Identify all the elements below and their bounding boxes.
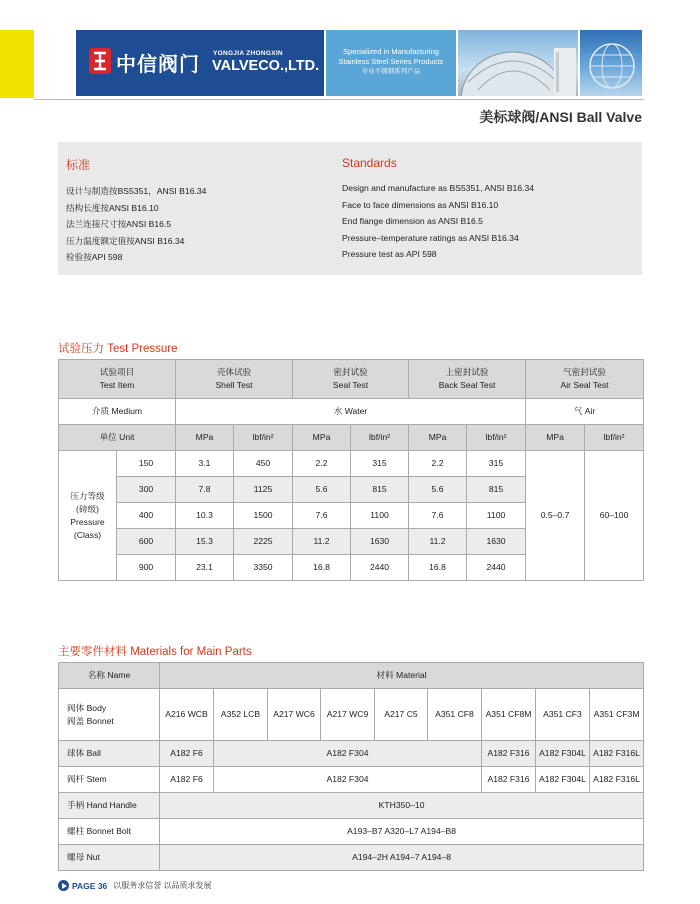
table-row xyxy=(59,741,644,767)
standard-item: Face to face dimensions as ANSI B16.10 xyxy=(342,199,499,210)
table-cell: 15.3 xyxy=(176,529,234,555)
table-cell: 315 xyxy=(467,451,526,477)
standard-item: 检验按API 598 xyxy=(66,252,123,263)
table-cell: 2225 xyxy=(234,529,293,555)
logo-english-subtitle: YONGJIA ZHONGXIN xyxy=(213,50,283,57)
table-row xyxy=(59,845,644,871)
table-cell: A182 F6 xyxy=(160,741,214,767)
table-cell: 10.3 xyxy=(176,503,234,529)
yellow-accent-bar xyxy=(0,30,34,98)
table-cell: 315 xyxy=(351,451,409,477)
standard-item: Pressure test as API 598 xyxy=(342,249,437,260)
play-arrow-icon xyxy=(58,880,69,891)
table-cell: A182 F304 xyxy=(214,741,482,767)
table-cell: 7.6 xyxy=(409,503,467,529)
table-cell: 16.8 xyxy=(293,555,351,581)
standard-item: 压力温度额定值按ANSI B16.34 xyxy=(66,235,185,246)
unit-row xyxy=(59,425,644,451)
page-footer xyxy=(58,880,212,891)
spec-chinese: 专业不锈钢系列产品 xyxy=(361,68,421,75)
table-cell: 5.6 xyxy=(293,477,351,503)
standards-en-title: Standards xyxy=(342,156,397,170)
unit-cell: MPa xyxy=(293,425,351,451)
table-row xyxy=(59,793,644,819)
class-value: 300 xyxy=(117,477,176,503)
class-value: 400 xyxy=(117,503,176,529)
standard-item: 结构长度按ANSI B16.10 xyxy=(66,202,159,213)
table-cell: 2440 xyxy=(467,555,526,581)
standard-item: 法兰连接尺寸按ANSI B16.5 xyxy=(66,219,172,230)
unit-cell: lbf/in² xyxy=(585,425,644,451)
header-photo-tanks xyxy=(458,30,578,96)
table-cell: 11.2 xyxy=(293,529,351,555)
standards-english xyxy=(342,156,534,263)
class-value: 600 xyxy=(117,529,176,555)
table-cell: A182 F304L xyxy=(536,767,590,793)
class-label: 压力等级 (磅级) Pressure (Class) xyxy=(59,451,117,581)
body-bonnet-label: 阀体 Body 阀盖 Bonnet xyxy=(59,689,160,741)
table-cell: 7.8 xyxy=(176,477,234,503)
test-pressure-table xyxy=(58,359,644,581)
unit-cell: lbf/in² xyxy=(351,425,409,451)
table-cell: A182 F316L xyxy=(590,741,644,767)
table-cell: A217 C5 xyxy=(375,689,428,741)
air-mpa-cell: 0.5–0.7 xyxy=(526,451,585,581)
specialization-banner xyxy=(326,30,456,96)
unit-cell: lbf/in² xyxy=(467,425,526,451)
name-header: 名称 Name xyxy=(59,663,160,689)
table-cell: A351 CF8 xyxy=(428,689,482,741)
table-cell: 11.2 xyxy=(409,529,467,555)
table-cell: 2.2 xyxy=(409,451,467,477)
table-cell: A351 CF3 xyxy=(536,689,590,741)
unit-cell: MPa xyxy=(176,425,234,451)
table-cell: 16.8 xyxy=(409,555,467,581)
table-row xyxy=(59,767,644,793)
spec-line-1: Specialized in Manufacturing xyxy=(343,47,439,56)
standards-chinese xyxy=(66,156,206,266)
table-cell: A182 F6 xyxy=(160,767,214,793)
header-photo-globe xyxy=(580,30,642,96)
table-row xyxy=(59,819,644,845)
air-lbf-cell: 60–100 xyxy=(585,451,644,581)
table-cell: 1100 xyxy=(351,503,409,529)
table-cell: 1125 xyxy=(234,477,293,503)
table-cell: 5.6 xyxy=(409,477,467,503)
ball-label: 球体 Ball xyxy=(59,741,160,767)
table-cell: A217 WC9 xyxy=(321,689,375,741)
unit-cell: MPa xyxy=(526,425,585,451)
header-test-item: 试验项目 Test Item xyxy=(59,360,176,399)
materials-title: 主要零件材料 Materials for Main Parts xyxy=(58,646,252,658)
table-cell: 450 xyxy=(234,451,293,477)
page-number: PAGE 36 xyxy=(72,880,108,891)
table-cell: A217 WC6 xyxy=(268,689,321,741)
header-air-seal-test: 气密封试验 Air Seal Test xyxy=(526,360,644,399)
table-cell: 23.1 xyxy=(176,555,234,581)
table-cell: 815 xyxy=(351,477,409,503)
test-pressure-title: 试验压力 Test Pressure xyxy=(58,343,178,355)
table-row xyxy=(59,399,644,425)
table-cell: A182 F316L xyxy=(590,767,644,793)
standard-item: 设计与制造按BS5351，ANSI B16.34 xyxy=(66,186,207,196)
table-cell: A182 F304L xyxy=(536,741,590,767)
table-cell: A182 F316 xyxy=(482,741,536,767)
table-row xyxy=(59,451,644,477)
unit-label: 单位 Unit xyxy=(59,425,176,451)
table-row xyxy=(59,689,644,741)
unit-cell: MPa xyxy=(409,425,467,451)
materials-table xyxy=(58,662,644,871)
standard-item: End flange dimension as ANSI B16.5 xyxy=(342,216,483,227)
stem-label: 阀杆 Stem xyxy=(59,767,160,793)
table-cell: 3.1 xyxy=(176,451,234,477)
table-cell: A193–B7 A320–L7 A194–B8 xyxy=(160,819,644,845)
hand-handle-label: 手柄 Hand Handle xyxy=(59,793,160,819)
table-cell: 7.6 xyxy=(293,503,351,529)
nut-label: 螺母 Nut xyxy=(59,845,160,871)
footer-slogan: 以服务求信誉 以品质求发展 xyxy=(113,881,212,890)
table-cell: A182 F304 xyxy=(214,767,482,793)
company-logo xyxy=(76,30,324,96)
table-cell: A216 WCB xyxy=(160,689,214,741)
logo-english-name: VALVECO.,LTD. xyxy=(212,58,320,74)
unit-cell: lbf/in² xyxy=(234,425,293,451)
standards-cn-title: 标准 xyxy=(66,158,91,172)
page-title: 美标球阀/ANSI Ball Valve xyxy=(479,109,642,125)
standards-box xyxy=(58,142,642,275)
header-back-seal-test: 上密封试验 Back Seal Test xyxy=(409,360,526,399)
header-seal-test: 密封试验 Seal Test xyxy=(293,360,409,399)
table-cell: A194–2H A194–7 A194–8 xyxy=(160,845,644,871)
table-cell: A351 CF3M xyxy=(590,689,644,741)
class-value: 900 xyxy=(117,555,176,581)
table-cell: 1630 xyxy=(351,529,409,555)
class-value: 150 xyxy=(117,451,176,477)
table-cell: A352 LCB xyxy=(214,689,268,741)
standard-item: Pressure–temperature ratings as ANSI B16.34 xyxy=(342,232,519,243)
bonnet-bolt-label: 螺柱 Bonnet Bolt xyxy=(59,819,160,845)
table-cell: 1500 xyxy=(234,503,293,529)
table-cell: A182 F316 xyxy=(482,767,536,793)
table-cell: A351 CF8M xyxy=(482,689,536,741)
table-cell: 2440 xyxy=(351,555,409,581)
title-divider xyxy=(34,99,644,100)
material-header: 材料 Material xyxy=(160,663,644,689)
spec-line-2: Stainless Steel Series Products xyxy=(338,57,444,66)
medium-air: 气 Air xyxy=(526,399,644,425)
table-cell: 3350 xyxy=(234,555,293,581)
table-cell: 1100 xyxy=(467,503,526,529)
medium-water: 水 Water xyxy=(176,399,526,425)
medium-label: 介质 Medium xyxy=(59,399,176,425)
logo-chinese-name: 中信阀门 xyxy=(116,54,200,76)
table-header-row xyxy=(59,663,644,689)
table-cell: 2.2 xyxy=(293,451,351,477)
table-cell: 1630 xyxy=(467,529,526,555)
table-cell: 815 xyxy=(467,477,526,503)
valve-logo-icon xyxy=(89,48,111,74)
standard-item: Design and manufacture as BS5351, ANSI B16.34 xyxy=(342,183,535,193)
table-header-row xyxy=(59,360,644,399)
header-shell-test: 壳体试验 Shell Test xyxy=(176,360,293,399)
table-cell: KTH350–10 xyxy=(160,793,644,819)
